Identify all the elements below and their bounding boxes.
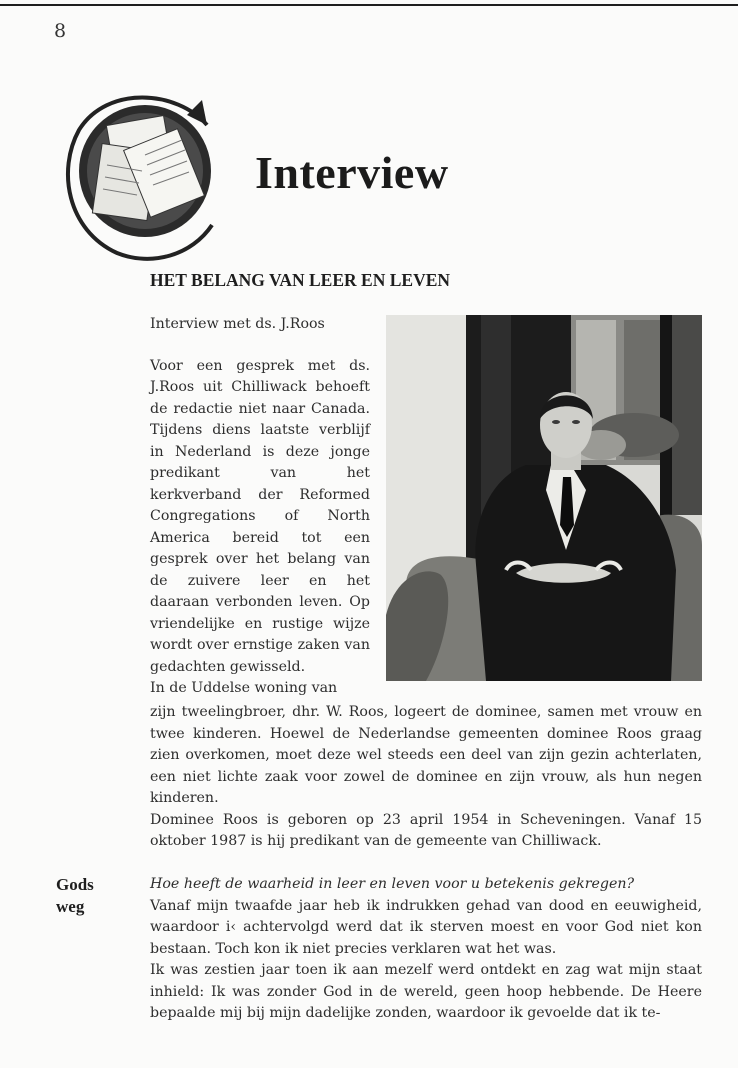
answer-paragraph-1: Vanaf mijn twaafde jaar heb ik indrukken gehad van dood en eeuwigheid, waardoor i‹ achtervolgd werd dat ik sterven moest en voor God niet kon bestaan. Toch kon ik niet precies verklaren wat het was. <box>150 897 702 957</box>
portrait-photo <box>386 315 702 681</box>
page-number: 8 <box>54 20 67 42</box>
answer-paragraph-2: Ik was zestien jaar toen ik aan mezelf werd ontdekt en zag wat mijn staat inhield: Ik was zonder God in de wereld, geen hoop hebbende. De Heere bepaalde mij bij mijn dadelijke zonden, waardoor ik gevoelde dat ik te- <box>150 962 702 1021</box>
intro-paragraph: Voor een gesprek met ds. J.Roos uit Chilliwack behoeft de redactie niet naar Canada. Tijdens diens laatste verblijf in Nederland is deze jonge predikant van het kerkverband der Reformed Congregations of North America bereid tot een gesprek over het belang van de zuivere leer en het daaraan verbonden leven. Op vriendelijke en rustige wijze wordt over ernstige zaken van gedachten gewisseld. <box>150 357 370 675</box>
page-title: Interview <box>255 147 449 198</box>
article-subtitle: HET BELANG VAN LEER EN LEVEN <box>150 270 451 290</box>
interview-logo-icon <box>57 85 217 263</box>
qa-block <box>150 874 702 1025</box>
intro-continued-paragraph: zijn tweelingbroer, dhr. W. Roos, logeert de dominee, samen met vrouw en twee kinderen. Hoewel de Nederlandse gemeenten dominee Roos graag zien overkomen, moet deze wel steeds een deel van zijn gezin achterlaten, een niet lichte zaak voor zowel de dominee en zijn vrouw, als hun negen kinderen. <box>150 704 702 806</box>
interview-question: Hoe heeft de waarheid in leer en leven voor u betekenis gekregen? <box>150 876 635 892</box>
bio-paragraph: Dominee Roos is geboren op 23 april 1954 in Scheveningen. Vanaf 15 oktober 1987 is hij predikant van de gemeente van Chilliwack. <box>150 811 702 849</box>
intro-full-width <box>150 702 702 853</box>
section-heading <box>56 874 94 918</box>
intro-continued-start: In de Uddelse woning van <box>150 680 338 696</box>
article-byline: Interview met ds. J.Roos <box>150 316 325 332</box>
intro-column <box>150 314 370 700</box>
top-rule <box>0 4 738 6</box>
section-heading-line2: weg <box>56 897 85 916</box>
section-heading-line1: Gods <box>56 875 94 894</box>
